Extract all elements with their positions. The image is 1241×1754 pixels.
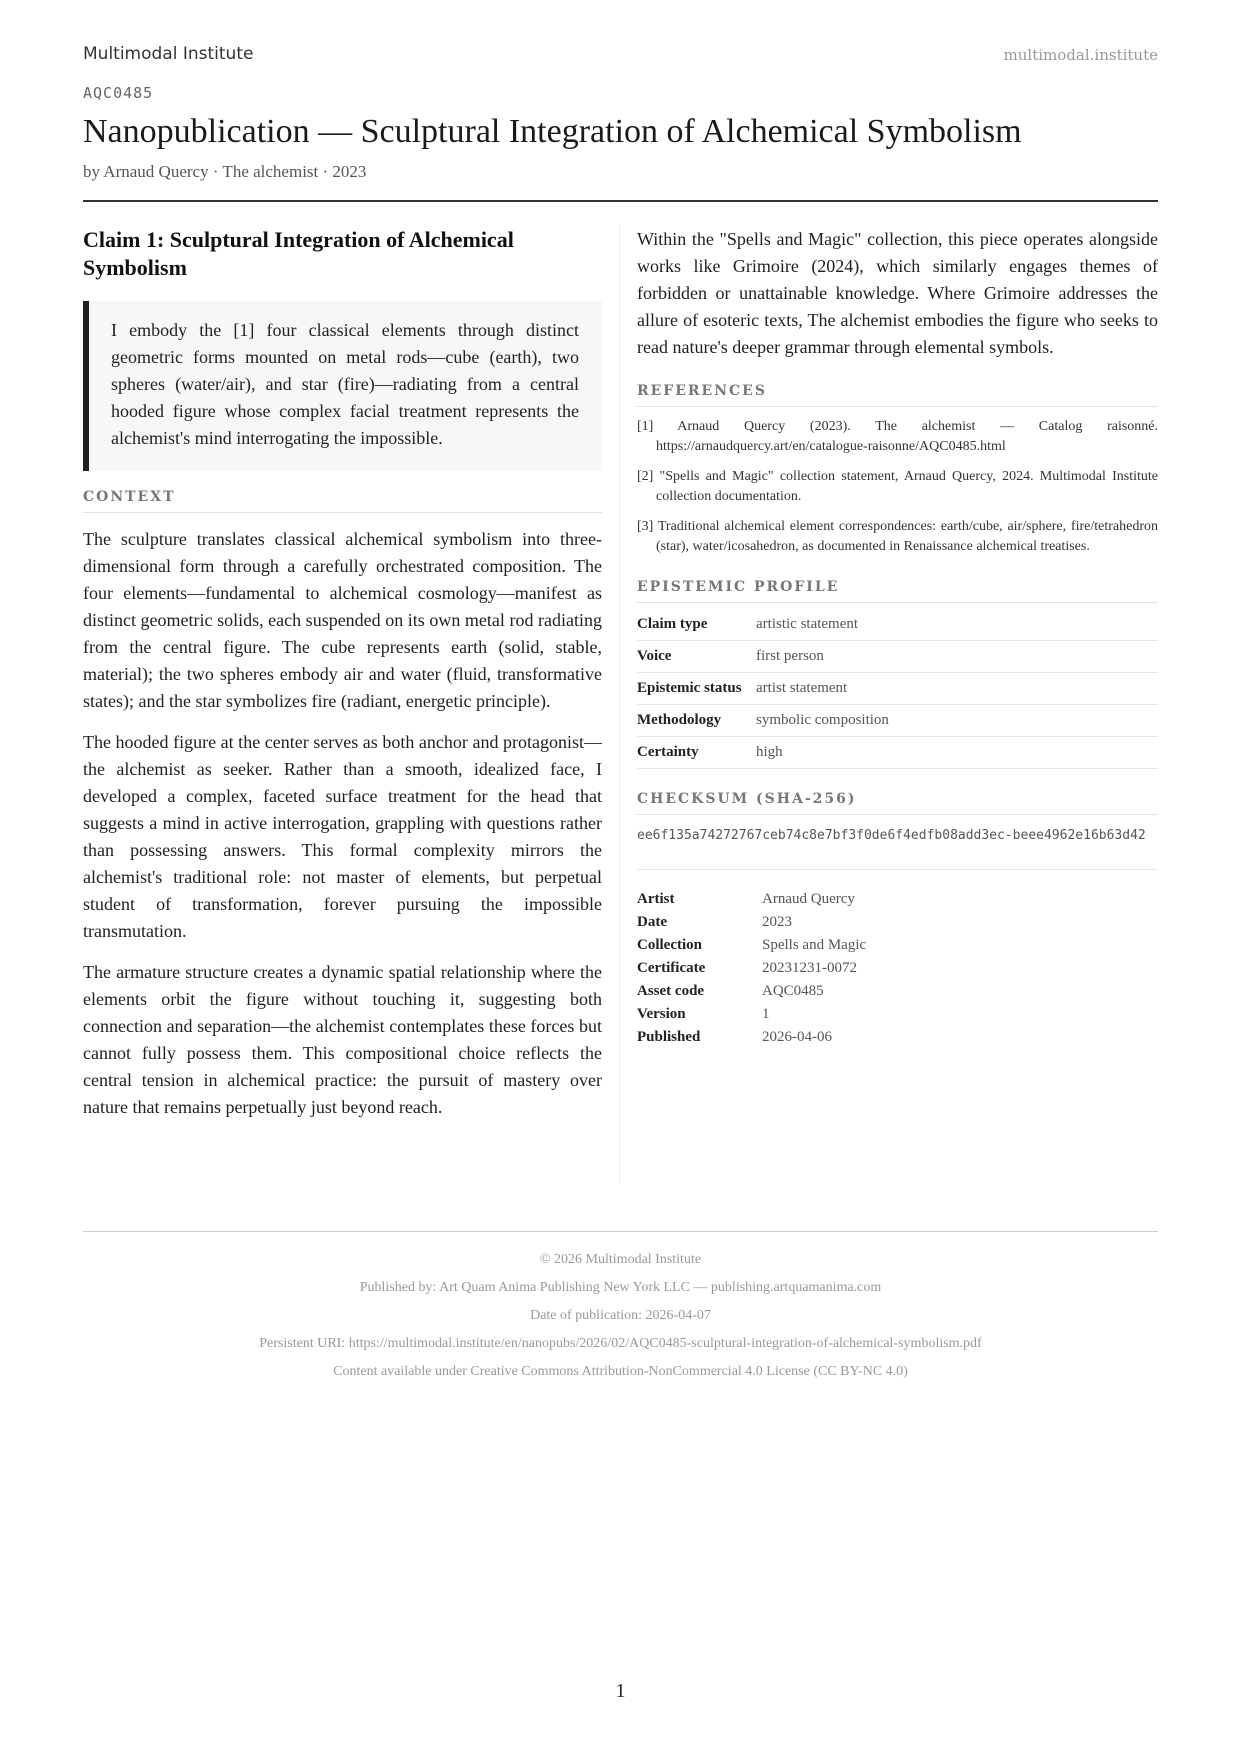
metadata-value: 20231231-0072 xyxy=(762,960,857,976)
footer xyxy=(83,1246,1158,1386)
profile-value: artistic statement xyxy=(756,609,1158,641)
metadata-value: Spells and Magic xyxy=(762,937,867,953)
table-row xyxy=(637,911,1158,934)
context-continuation: Within the "Spells and Magic" collection, this piece operates alongside works like Grimoire (2024), which similarly engages themes of forbidden or unattainable knowledge. Where Grimoire addresses the allure of esoteric texts, The alchemist embodies the figure who seeks to read nature's deeper grammar through elemental symbols. xyxy=(637,229,1158,357)
metadata-key: Version xyxy=(637,1006,686,1022)
metadata-value: AQC0485 xyxy=(762,983,824,999)
metadata-key: Asset code xyxy=(637,983,705,999)
metadata-table xyxy=(637,888,1158,1049)
claim-title: Claim 1: Sculptural Integration of Alchemical Symbolism xyxy=(83,227,514,280)
table-row xyxy=(637,609,1158,641)
footer-persistent-uri[interactable]: Persistent URI: https://multimodal.institute/en/nanopubs/2026/02/AQC0485-sculptural-integration-of-alchemical-symbolism.pdf xyxy=(259,1336,982,1351)
page-title: Nanopublication — Sculptural Integration of Alchemical Symbolism xyxy=(83,113,1022,150)
profile-key: Voice xyxy=(637,641,756,673)
metadata-value: 2023 xyxy=(762,914,792,930)
context-paragraph: The sculpture translates classical alchemical symbolism into three-dimensional form through a carefully orchestrated composition. The four elements—fundamental to alchemical cosmology—manifest as distinct geometric solids, each suspended on its own metal rod radiating from the central figure. The cube represents earth (solid, stable, material); the two spheres embody air and water (fluid, transformative states); and the star symbolizes fire (radiant, energetic principle). xyxy=(83,529,602,711)
profile-key: Certainty xyxy=(637,737,756,769)
context-paragraph: The armature structure creates a dynamic spatial relationship where the elements orbit the figure without touching it, suggesting both connection and separation—the alchemist contemplates these forces but cannot fully possess them. This compositional choice reflects the central tension in alchemical practice: the pursuit of mastery over nature that remains perpetually just beyond reach. xyxy=(83,962,602,1117)
table-row xyxy=(637,888,1158,911)
references-label: REFERENCES xyxy=(637,383,1158,407)
org-url[interactable]: multimodal.institute xyxy=(1003,46,1158,64)
table-row xyxy=(637,980,1158,1003)
table-row xyxy=(637,934,1158,957)
checksum-value: ee6f135a74272767ceb74c8e7bf3f0de6f4edfb08add3ec-beee4962e16b63d42 xyxy=(637,827,1158,870)
table-row xyxy=(637,705,1158,737)
table-row xyxy=(637,1026,1158,1049)
footer-license: Content available under Creative Commons Attribution-NonCommercial 4.0 License (CC BY-NC 4.0) xyxy=(333,1364,908,1379)
context-paragraph: The hooded figure at the center serves as both anchor and protagonist—the alchemist as seeker. Rather than a smooth, idealized face, I developed a complex, faceted surface treatment for the head that suggests a mind in active interrogation, grappling with questions rather than possessing answers. This formal complexity mirrors the alchemist's traditional role: not master of elements, but perpetual student of transformation, forever pursuing the impossible transmutation. xyxy=(83,732,602,941)
profile-value: symbolic composition xyxy=(756,705,1158,737)
footer-copyright: © 2026 Multimodal Institute xyxy=(539,1252,702,1267)
metadata-key: Certificate xyxy=(637,960,706,976)
metadata-value: Arnaud Quercy xyxy=(762,891,855,907)
profile-value: artist statement xyxy=(756,673,1158,705)
table-row xyxy=(637,957,1158,980)
profile-value: first person xyxy=(756,641,1158,673)
table-row xyxy=(637,673,1158,705)
profile-key: Claim type xyxy=(637,609,756,641)
profile-key: Epistemic status xyxy=(637,673,756,705)
checksum-label: CHECKSUM (SHA-256) xyxy=(637,791,1158,815)
org-name: Multimodal Institute xyxy=(83,44,254,64)
metadata-value: 1 xyxy=(762,1006,770,1022)
metadata-key: Published xyxy=(637,1029,701,1045)
byline: by Arnaud Quercy · The alchemist · 2023 xyxy=(83,162,367,181)
footer-divider xyxy=(83,1231,1158,1232)
footer-publisher[interactable]: Published by: Art Quam Anima Publishing New York LLC — publishing.artquamanima.com xyxy=(359,1280,882,1295)
table-row xyxy=(637,641,1158,673)
metadata-value: 2026-04-06 xyxy=(762,1029,832,1045)
reference-item: [2] "Spells and Magic" collection statement, Arnaud Quercy, 2024. Multimodal Institute collection documentation. xyxy=(637,469,1158,504)
profile-key: Methodology xyxy=(637,705,756,737)
table-row xyxy=(637,737,1158,769)
context-label: CONTEXT xyxy=(83,489,602,513)
reference-list xyxy=(637,417,1158,557)
reference-item[interactable]: [1] Arnaud Quercy (2023). The alchemist — Catalog raisonné. https://arnaudquercy.art/en/catalogue-raisonne/AQC0485.html xyxy=(637,419,1158,454)
right-column xyxy=(637,226,1158,1049)
epistemic-profile-label: EPISTEMIC PROFILE xyxy=(637,579,1158,603)
asset-code: AQC0485 xyxy=(83,84,154,102)
profile-value: high xyxy=(756,737,1158,769)
left-column xyxy=(83,226,602,1121)
title-divider xyxy=(83,200,1158,202)
claim-quote: I embody the [1] four classical elements through distinct geometric forms mounted on metal rods—cube (earth), two spheres (water/air), and star (fire)—radiating from a central hooded figure whose complex facial treatment represents the alchemist's mind interrogating the impossible. xyxy=(83,301,602,471)
footer-publication-date: Date of publication: 2026-04-07 xyxy=(530,1308,711,1323)
metadata-key: Date xyxy=(637,914,667,930)
top-bar xyxy=(83,44,1158,68)
metadata-key: Collection xyxy=(637,937,702,953)
metadata-key: Artist xyxy=(637,891,675,907)
column-divider xyxy=(619,226,620,1182)
page-number: 1 xyxy=(615,1680,626,1702)
table-row xyxy=(637,1003,1158,1026)
reference-item: [3] Traditional alchemical element correspondences: earth/cube, air/sphere, fire/tetrahedron (star), water/icosahedron, as documented in Renaissance alchemical treatises. xyxy=(637,519,1158,554)
epistemic-profile-table xyxy=(637,609,1158,769)
